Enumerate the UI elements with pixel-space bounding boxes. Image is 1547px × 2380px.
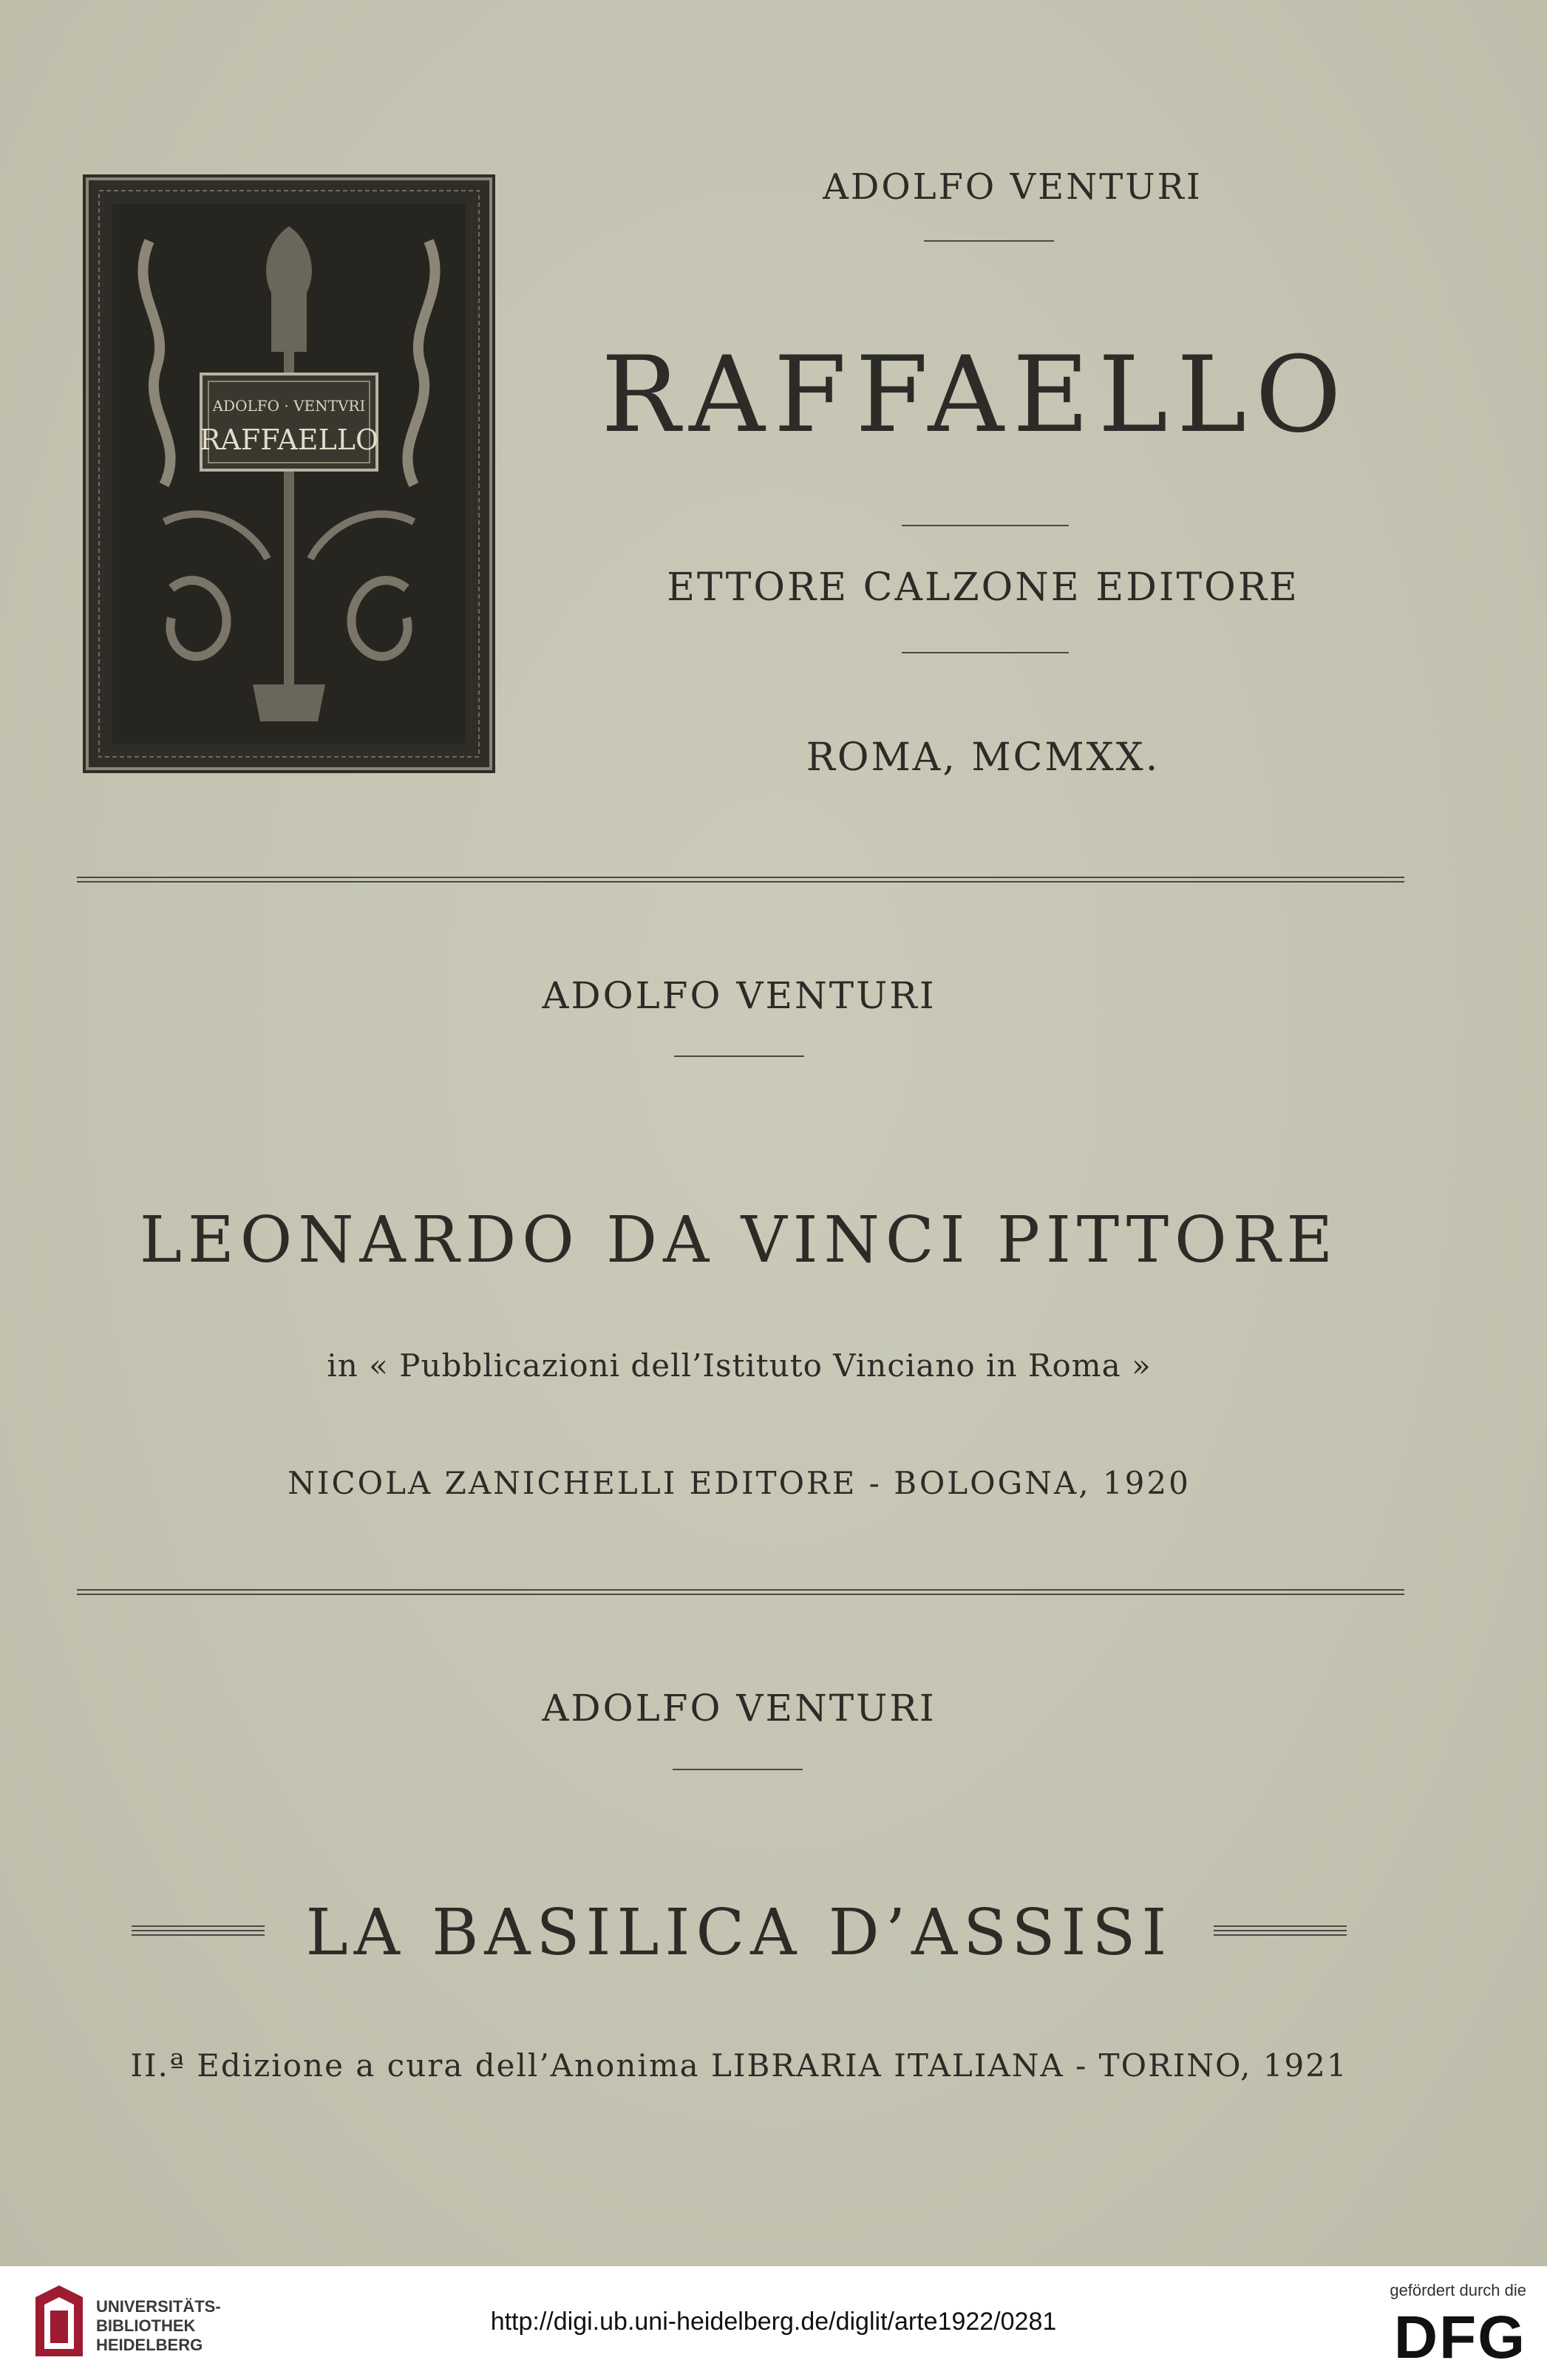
funding-note: gefördert durch die [1390,2281,1526,2299]
library-name-line3: HEIDELBERG [96,2336,203,2354]
title-ornament-left [132,1925,265,1937]
cover-ornament-image [83,174,495,773]
section3-rule [673,1769,803,1770]
section1-rule-low [902,652,1069,653]
section2-author: ADOLFO VENTURI [542,974,936,1017]
digitization-footer [0,2266,1547,2380]
section3-edition: II.ª Edizione a cura dell’Anonima LIBRARIA ITALIANA - TORINO, 1921 [130,2047,1348,2084]
library-name-line1: UNIVERSITÄTS- [96,2297,221,2316]
title-ornament-right [1214,1925,1347,1937]
section1-author: ADOLFO VENTURI [823,166,1203,208]
section1-title: RAFFAELLO [601,334,1350,456]
section3-author: ADOLFO VENTURI [542,1687,936,1730]
cover-title-text: RAFFAELLO [199,424,379,456]
source-url-link[interactable]: http://digi.ub.uni-heidelberg.de/diglit/arte1922/0281 [490,2308,1057,2336]
section1-publisher: ETTORE CALZONE EDITORE [667,565,1299,610]
section3-title: LA BASILICA D’ASSISI [305,1896,1173,1970]
section2-publisher: NICOLA ZANICHELLI EDITORE - BOLOGNA, 1920 [288,1465,1191,1501]
section2-rule [674,1055,804,1057]
cover-author-text: ADOLFO · VENTVRI [212,397,366,415]
section2-series: in « Pubblicazioni dell’Istituto Vinciano in Roma » [327,1347,1152,1384]
dfg-logo: DFG [1393,2304,1526,2371]
section2-title: LEONARDO DA VINCI PITTORE [139,1203,1339,1277]
section-divider-1 [77,877,1404,883]
section1-place-date: ROMA, MCMXX. [806,735,1160,780]
section1-rule-mid [902,525,1069,526]
section-divider-2 [77,1589,1404,1595]
section1-rule-top [924,240,1054,242]
library-name-line2: BIBLIOTHEK [96,2316,196,2335]
book-cover-illustration [83,174,495,773]
